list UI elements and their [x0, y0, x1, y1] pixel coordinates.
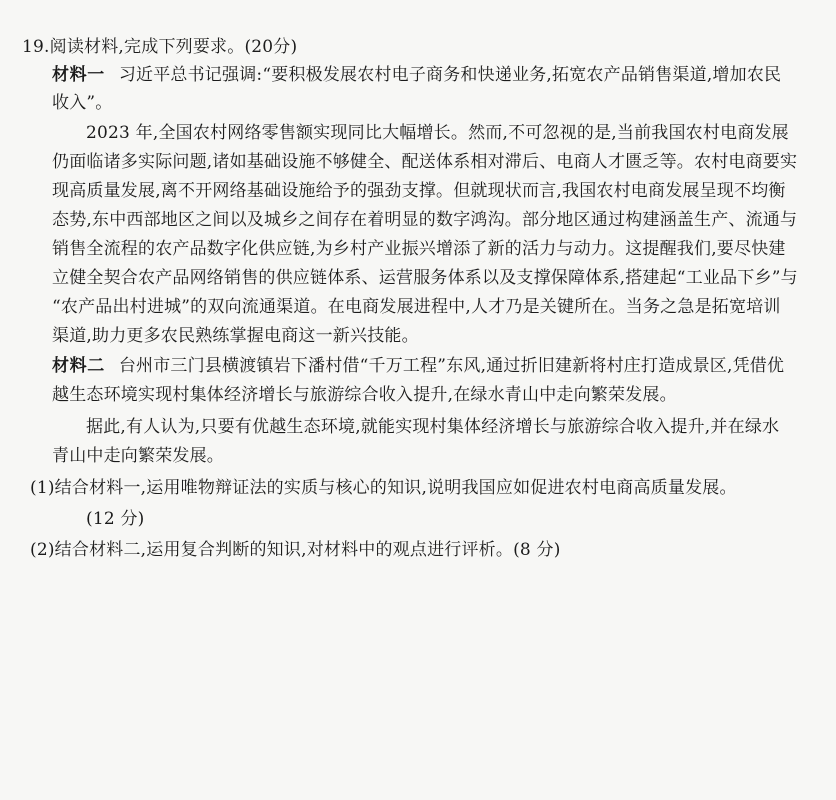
material1-paragraph-line: 渠道,助力更多农民熟练掌握电商这一新兴技能。 [52, 326, 419, 346]
material1-paragraph-line: 仍面临诸多实际问题,诸如基础设施不够健全、配送体系相对滞后、电商人才匮乏等。农村电商要实 [52, 152, 798, 172]
material1-label: 材料一 [52, 65, 105, 85]
sub-question-2: (2)结合材料二,运用复合判断的知识,对材料中的观点进行评析。(8 分) [30, 540, 561, 560]
material1-paragraph-line: 销售全流程的农产品数字化供应链,为乡村产业振兴增添了新的活力与动力。这提醒我们,要尽快建 [52, 239, 786, 259]
material1-paragraph-line: “农产品出村进城”的双向流通渠道。在电商发展进程中,人才乃是关键所在。当务之急是拓宽培训 [52, 297, 781, 317]
material2-view-line1: 据此,有人认为,只要有优越生态环境,就能实现村集体经济增长与旅游综合收入提升,并在绿水 [86, 417, 780, 437]
material1-quote-line2: 收入”。 [52, 93, 113, 113]
question-title: 19.阅读材料,完成下列要求。(20分) [22, 37, 298, 57]
material1-paragraph-line: 现高质量发展,离不开网络基础设施给予的强劲支撑。但就现状而言,我国农村电商发展呈现不均衡 [52, 181, 786, 201]
material2-intro [52, 355, 784, 377]
material1-intro [52, 64, 781, 86]
material1-paragraph-line: 2023 年,全国农村网络零售额实现同比大幅增长。然而,不可忽视的是,当前我国农村电商发展 [86, 123, 789, 143]
material1-paragraph-line: 立健全契合农产品网络销售的供应链体系、运营服务体系以及支撑保障体系,搭建起“工业品下乡”与 [52, 268, 798, 288]
sub-question-1: (1)结合材料一,运用唯物辩证法的实质与核心的知识,说明我国应如促进农村电商高质量发展。 [30, 478, 737, 498]
material2-line2: 越生态环境实现村集体经济增长与旅游综合收入提升,在绿水青山中走向繁荣发展。 [52, 385, 677, 405]
material2-line1: 台州市三门县横渡镇岩下潘村借“千万工程”东风,通过折旧建新将村庄打造成景区,凭借优 [118, 356, 785, 376]
material2-label: 材料二 [52, 356, 105, 376]
material1-paragraph-line: 态势,东中西部地区之间以及城乡之间存在着明显的数字鸿沟。部分地区通过构建涵盖生产、流通与 [52, 210, 798, 230]
material1-quote-line1: 习近平总书记强调:“要积极发展农村电子商务和快递业务,拓宽农产品销售渠道,增加农民 [118, 65, 782, 85]
material2-view-line2: 青山中走向繁荣发展。 [52, 446, 224, 466]
sub-question-1-score: (12 分) [86, 509, 145, 529]
